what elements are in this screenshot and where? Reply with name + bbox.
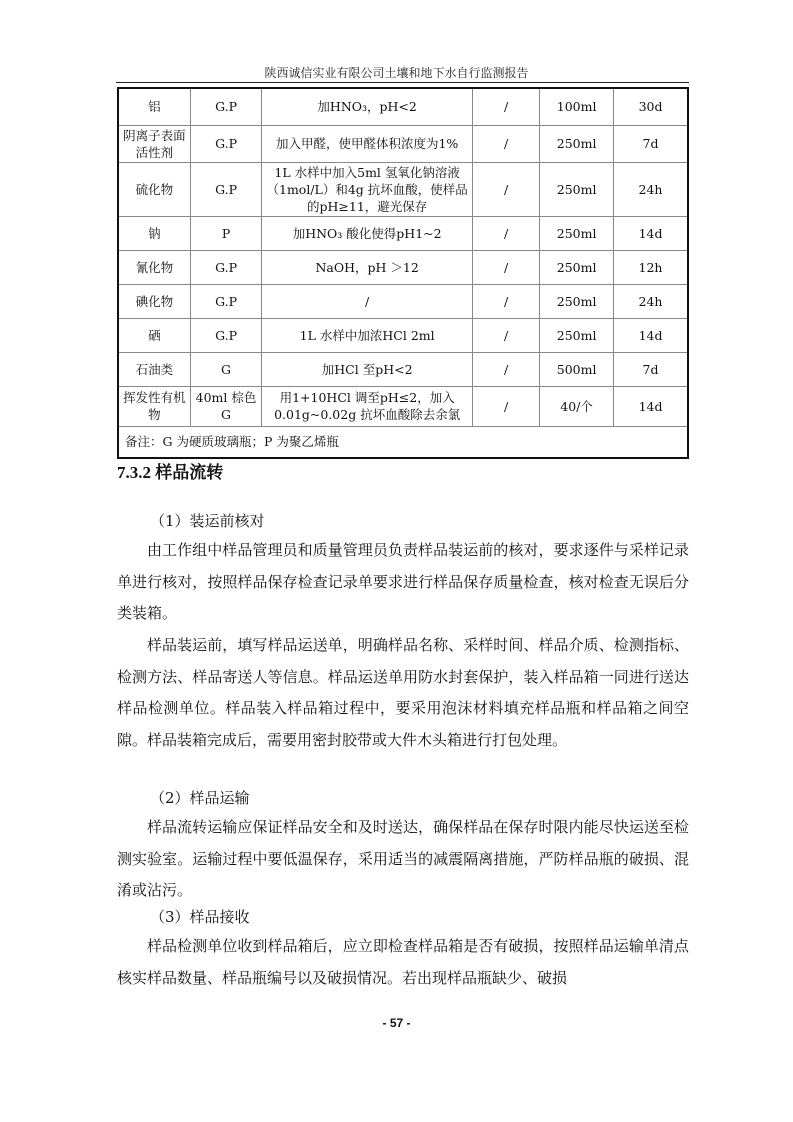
- cell-temperature: /: [472, 88, 539, 125]
- subheading-receiving: （3）样品接收: [150, 908, 250, 926]
- paragraph-receiving: 样品检测单位收到样品箱后，应立即检查样品箱是否有破损，按照样品运输单清点核实样品数量、样品瓶编号以及破损情况。若出现样品瓶缺少、破损: [117, 937, 689, 987]
- cell-container: G.P: [190, 250, 262, 284]
- cell-holding-time: 30d: [614, 88, 688, 125]
- paragraph-packing: 样品装运前，填写样品运送单，明确样品名称、采样时间、样品介质、检测指标、检测方法、样品寄送人等信息。样品运送单用防水封套保护，装入样品箱一同进行送达样品检测单位。样品装入样品箱过程中，要采用泡沫材料填充样品瓶和样品箱之间空隙。样品装箱完成后，需要用密封胶带或大件木头箱进行打包处理。: [117, 636, 689, 749]
- cell-analyte: 阴离子表面活性剂: [118, 125, 190, 162]
- cell-holding-time: 7d: [614, 352, 688, 386]
- cell-volume: 250ml: [540, 250, 614, 284]
- cell-preservative: /: [262, 284, 473, 318]
- cell-analyte: 碘化物: [118, 284, 190, 318]
- cell-analyte: 氰化物: [118, 250, 190, 284]
- table-row: [118, 386, 688, 426]
- cell-volume: 250ml: [540, 216, 614, 250]
- cell-analyte: 钠: [118, 216, 190, 250]
- paragraph-pre-shipment-check: 由工作组中样品管理员和质量管理员负责样品装运前的核对，要求逐件与采样记录单进行核对，按照样品保存检查记录单要求进行样品保存质量检查，核对检查无误后分类装箱。: [117, 541, 689, 622]
- cell-preservative: 用1+10HCl 调至pH≤2，加入0.01g~0.02g 抗坏血酸除去余氯: [262, 386, 473, 426]
- cell-container: G.P: [190, 318, 262, 352]
- sample-preservation-table: [117, 87, 689, 459]
- cell-preservative: 1L 水样中加浓HCl 2ml: [262, 318, 473, 352]
- cell-temperature: /: [472, 162, 539, 216]
- cell-volume: 40/个: [540, 386, 614, 426]
- cell-analyte: 铝: [118, 88, 190, 125]
- cell-analyte: 挥发性有机物: [118, 386, 190, 426]
- table-row: [118, 216, 688, 250]
- table-note-row: [118, 426, 688, 458]
- subheading-transport: （2）样品运输: [150, 789, 250, 807]
- cell-preservative: 加HNO₃ 酸化使得pH1~2: [262, 216, 473, 250]
- table-row: [118, 284, 688, 318]
- cell-temperature: /: [472, 125, 539, 162]
- cell-holding-time: 12h: [614, 250, 688, 284]
- cell-preservative: 加入甲醛，使甲醛体积浓度为1%: [262, 125, 473, 162]
- cell-preservative: 加HNO₃，pH<2: [262, 88, 473, 125]
- cell-container: G.P: [190, 284, 262, 318]
- table-row: [118, 352, 688, 386]
- cell-container: P: [190, 216, 262, 250]
- cell-preservative: 1L 水样中加入5ml 氢氧化钠溶液（1mol/L）和4g 抗坏血酸，使样品的pH≥11，避光保存: [262, 162, 473, 216]
- cell-container: G.P: [190, 162, 262, 216]
- cell-temperature: /: [472, 318, 539, 352]
- table-row: [118, 318, 688, 352]
- table-row: [118, 162, 688, 216]
- cell-preservative: 加HCl 至pH<2: [262, 352, 473, 386]
- cell-preservative: NaOH，pH ＞12: [262, 250, 473, 284]
- cell-analyte: 石油类: [118, 352, 190, 386]
- cell-container: G: [190, 352, 262, 386]
- paragraph-transport: 样品流转运输应保证样品安全和及时送达，确保样品在保存时限内能尽快运送至检测实验室。运输过程中要低温保存，采用适当的减震隔离措施，严防样品瓶的破损、混淆或沾污。: [117, 818, 689, 899]
- cell-volume: 100ml: [540, 88, 614, 125]
- cell-holding-time: 7d: [614, 125, 688, 162]
- cell-temperature: /: [472, 284, 539, 318]
- cell-holding-time: 24h: [614, 284, 688, 318]
- cell-holding-time: 14d: [614, 216, 688, 250]
- cell-container: G.P: [190, 88, 262, 125]
- cell-holding-time: 14d: [614, 386, 688, 426]
- cell-temperature: /: [472, 386, 539, 426]
- table-row: [118, 125, 688, 162]
- cell-temperature: /: [472, 250, 539, 284]
- table-row: [118, 250, 688, 284]
- header-rule: [116, 82, 689, 83]
- cell-temperature: /: [472, 216, 539, 250]
- section-title: 7.3.2 样品流转: [117, 463, 224, 482]
- cell-holding-time: 14d: [614, 318, 688, 352]
- cell-volume: 250ml: [540, 162, 614, 216]
- subheading-pre-shipment-check: （1）装运前核对: [150, 512, 265, 530]
- cell-volume: 250ml: [540, 284, 614, 318]
- table-note: 备注：G 为硬质玻璃瓶；P 为聚乙烯瓶: [118, 426, 688, 458]
- cell-analyte: 硒: [118, 318, 190, 352]
- cell-analyte: 硫化物: [118, 162, 190, 216]
- table-row: [118, 88, 688, 125]
- cell-volume: 250ml: [540, 125, 614, 162]
- cell-volume: 500ml: [540, 352, 614, 386]
- page-number: - 57 -: [382, 1016, 411, 1030]
- report-header-title: 陕西诚信实业有限公司土壤和地下水自行监测报告: [264, 66, 529, 80]
- cell-temperature: /: [472, 352, 539, 386]
- cell-container: 40ml 棕色G: [190, 386, 262, 426]
- cell-holding-time: 24h: [614, 162, 688, 216]
- cell-container: G.P: [190, 125, 262, 162]
- cell-volume: 250ml: [540, 318, 614, 352]
